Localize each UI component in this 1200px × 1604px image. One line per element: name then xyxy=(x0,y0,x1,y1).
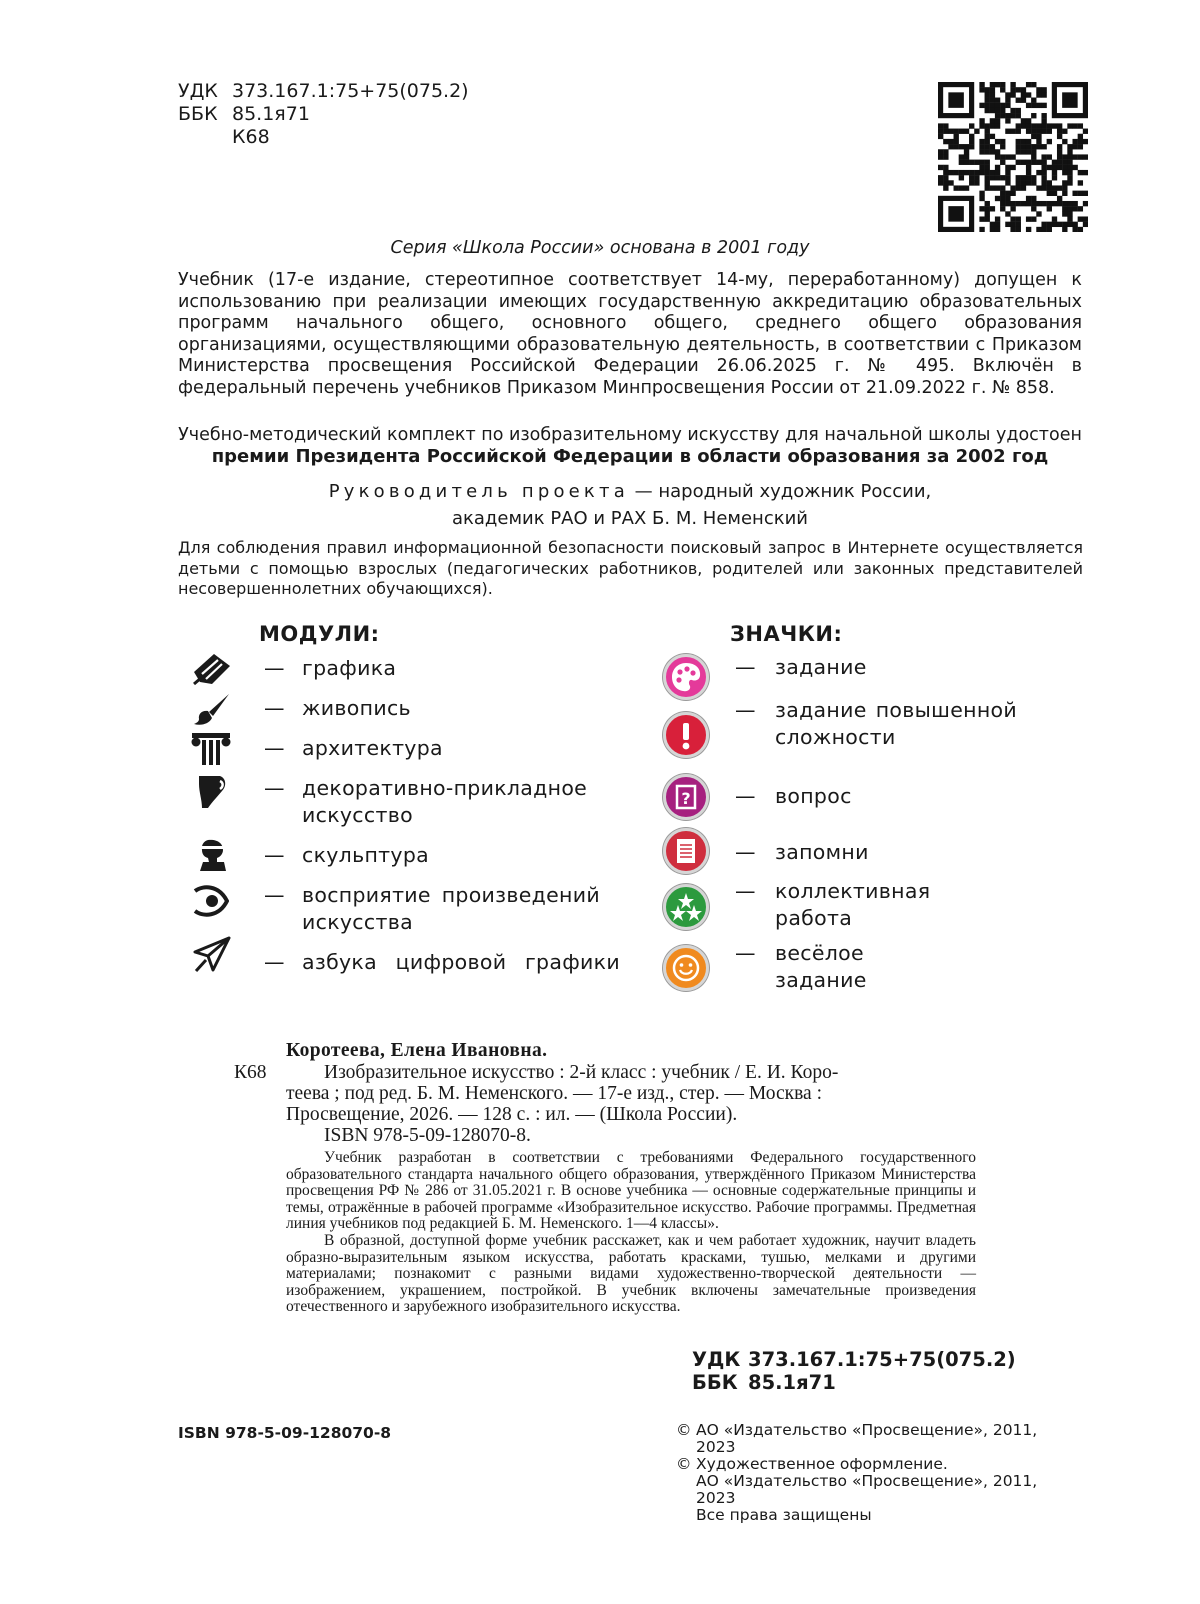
copyright-line-3: АО «Издательство «Просвещение», 2011, 2023 xyxy=(696,1472,1038,1507)
card-sign: К68 xyxy=(234,1062,267,1083)
card-main xyxy=(286,1062,976,1125)
udk-label: УДК xyxy=(178,80,218,102)
copyright-symbol: © xyxy=(676,1455,692,1473)
svg-text:?: ? xyxy=(681,789,691,808)
leader-line-2: академик РАО и РАХ Б. М. Неменский xyxy=(452,508,808,529)
module-sculpture: скульптура xyxy=(302,843,430,867)
badge-hard-task-line-2: сложности xyxy=(775,725,896,749)
badge-hard-task-line-1: задание повышенной xyxy=(775,698,1017,722)
card-codes xyxy=(692,1348,1016,1394)
leader-title: Руководитель проекта xyxy=(328,481,629,502)
approval-text: Учебник (17-е издание, стереотипное соответствует 14-му, переработанному) допущен к использованию при реализации имеющих государственную аккредитацию образовательных программ начального общего, основного общего, среднего общего образования организациями, осуществляющими образовательную деятельность, в соответствии с Приказом Министерства просвещения Российской Федерации 26.06.2025 г. № 495. Включён в федеральный перечень учебников Приказом Минпросвещения России от 21.09.2022 г. № 858. xyxy=(178,270,1082,398)
bbk-label: ББК xyxy=(178,103,218,125)
badge-dash: — xyxy=(735,655,756,679)
badge-fun-task-line-1: весёлое xyxy=(775,941,864,965)
perception-word-1: восприятие xyxy=(302,883,431,907)
palette-icon xyxy=(663,654,709,700)
copyright-block xyxy=(676,1422,1081,1524)
badge-task: задание xyxy=(775,655,867,679)
module-dash: — xyxy=(264,883,285,907)
copyright-line-2: Художественное оформление. xyxy=(696,1455,948,1473)
module-dash: — xyxy=(264,656,285,680)
module-dash: — xyxy=(264,843,285,867)
pen-nib-icon xyxy=(192,652,232,686)
badge-group-work-line-1: коллективная xyxy=(775,879,931,903)
badge-question: вопрос xyxy=(775,784,852,808)
card-author: Коротеева, Елена Ивановна. xyxy=(286,1040,548,1061)
card-line-2: теева ; под ред. Б. М. Неменского. — 17-е изд., стер. — Москва : xyxy=(286,1083,823,1104)
badge-dash: — xyxy=(735,941,756,965)
jug-icon xyxy=(196,774,228,810)
copyright-line-4: Все права защищены xyxy=(696,1506,872,1524)
stars-icon xyxy=(663,884,709,930)
card-desc-1: Учебник разработан в соответствии с требованиями Федерального государственного образовательного стандарта начального общего образования, утверждённого Приказом Министерства просвещения РФ № 286 от 31.05.2021 г. В основе учебника — основные содержательные принципы и темы, отражённые в рабочей программе «Изобразительное искусство. Рабочие программы. Предметная линия учебников под редакцией Б. М. Неменского. 1—4 классы». xyxy=(286,1149,976,1233)
copyright-line-1: АО «Издательство «Просвещение», 2011, 2023 xyxy=(696,1421,1038,1456)
perception-word-2: произведений xyxy=(441,883,600,907)
module-architecture: архитектура xyxy=(302,736,443,760)
paper-plane-icon xyxy=(193,936,231,972)
badge-group-work-line-2: работа xyxy=(775,906,853,930)
badge-dash: — xyxy=(735,784,756,808)
module-dash: — xyxy=(264,736,285,760)
series-note: Серия «Школа России» основана в 2001 году xyxy=(390,238,810,258)
bbk-value: 85.1я71 xyxy=(232,103,310,125)
card-bbk-value: 85.1я71 xyxy=(748,1371,836,1394)
top-codes xyxy=(178,80,469,149)
badge-fun-task-line-2: задание xyxy=(775,968,867,992)
smiley-icon xyxy=(663,945,709,991)
module-perception-line-1 xyxy=(302,882,600,909)
card-line-3: Просвещение, 2026. — 128 с. : ил. — (Школа России). xyxy=(286,1104,738,1125)
module-dash: — xyxy=(264,696,285,720)
badge-dash: — xyxy=(735,840,756,864)
card-udk-label: УДК xyxy=(692,1348,741,1371)
eye-icon xyxy=(193,884,229,918)
badge-dash: — xyxy=(735,698,756,722)
card-udk-value: 373.167.1:75+75(075.2) xyxy=(748,1348,1016,1371)
exclamation-icon xyxy=(663,712,709,758)
card-desc-2: В образной, доступной форме учебник расскажет, как и чем работает художник, научит владеть образно-выразительным языком искусства, работать красками, тушью, мелками и другими материалами; познакомит с разными видами художественно-творческой деятельности — изображением, украшением, постройкой. В учебник включены замечательные произведения отечественного и зарубежного изобразительного искусства. xyxy=(286,1231,976,1316)
project-leader xyxy=(150,478,1110,532)
column-icon xyxy=(190,730,232,766)
badges-title: ЗНАЧКИ: xyxy=(730,622,843,646)
kit-line-1: Учебно-методический комплект по изобразительному искусству для начальной школы удостоен xyxy=(178,425,1082,445)
kit-line-2: премии Президента Российской Федерации в области образования за 2002 год xyxy=(211,446,1049,467)
module-graphics: графика xyxy=(302,656,397,680)
card-line-1: Изобразительное искусство : 2-й класс : учебник / Е. И. Коро- xyxy=(324,1062,839,1083)
module-painting: живопись xyxy=(302,696,411,720)
module-decorative-line-2: искусство xyxy=(302,803,413,827)
badge-remember: запомни xyxy=(775,840,869,864)
module-perception-line-2: искусства xyxy=(302,910,413,934)
isbn-bottom: ISBN 978-5-09-128070-8 xyxy=(178,1424,392,1442)
modules-title: МОДУЛИ: xyxy=(259,622,380,646)
card-description xyxy=(286,1150,976,1316)
kit-award xyxy=(150,424,1110,468)
module-decorative-line-1: декоративно-прикладное xyxy=(302,776,588,800)
safety-note: Для соблюдения правил информационной безопасности поисковый запрос в Интернете осуществляется детьми с помощью взрослых (педагогических работников, родителей или законных представителей несовершеннолетних обучающихся). xyxy=(178,538,1083,598)
qr-code xyxy=(938,82,1088,232)
question-icon xyxy=(663,774,709,820)
leader-line-1: — народный художник России, xyxy=(628,481,932,502)
module-dash: — xyxy=(264,950,285,974)
author-sign: К68 xyxy=(232,126,270,148)
badge-dash: — xyxy=(735,879,756,903)
udk-value: 373.167.1:75+75(075.2) xyxy=(232,80,469,102)
copyright-symbol: © xyxy=(676,1421,692,1439)
bust-icon xyxy=(196,838,230,872)
notepad-icon xyxy=(663,828,709,874)
paintbrush-icon xyxy=(193,692,231,726)
card-bbk-label: ББК xyxy=(692,1371,738,1394)
card-isbn: ISBN 978-5-09-128070-8. xyxy=(324,1125,531,1146)
module-digital-graphics: азбука цифровой графики xyxy=(302,950,620,974)
module-dash: — xyxy=(264,776,285,800)
